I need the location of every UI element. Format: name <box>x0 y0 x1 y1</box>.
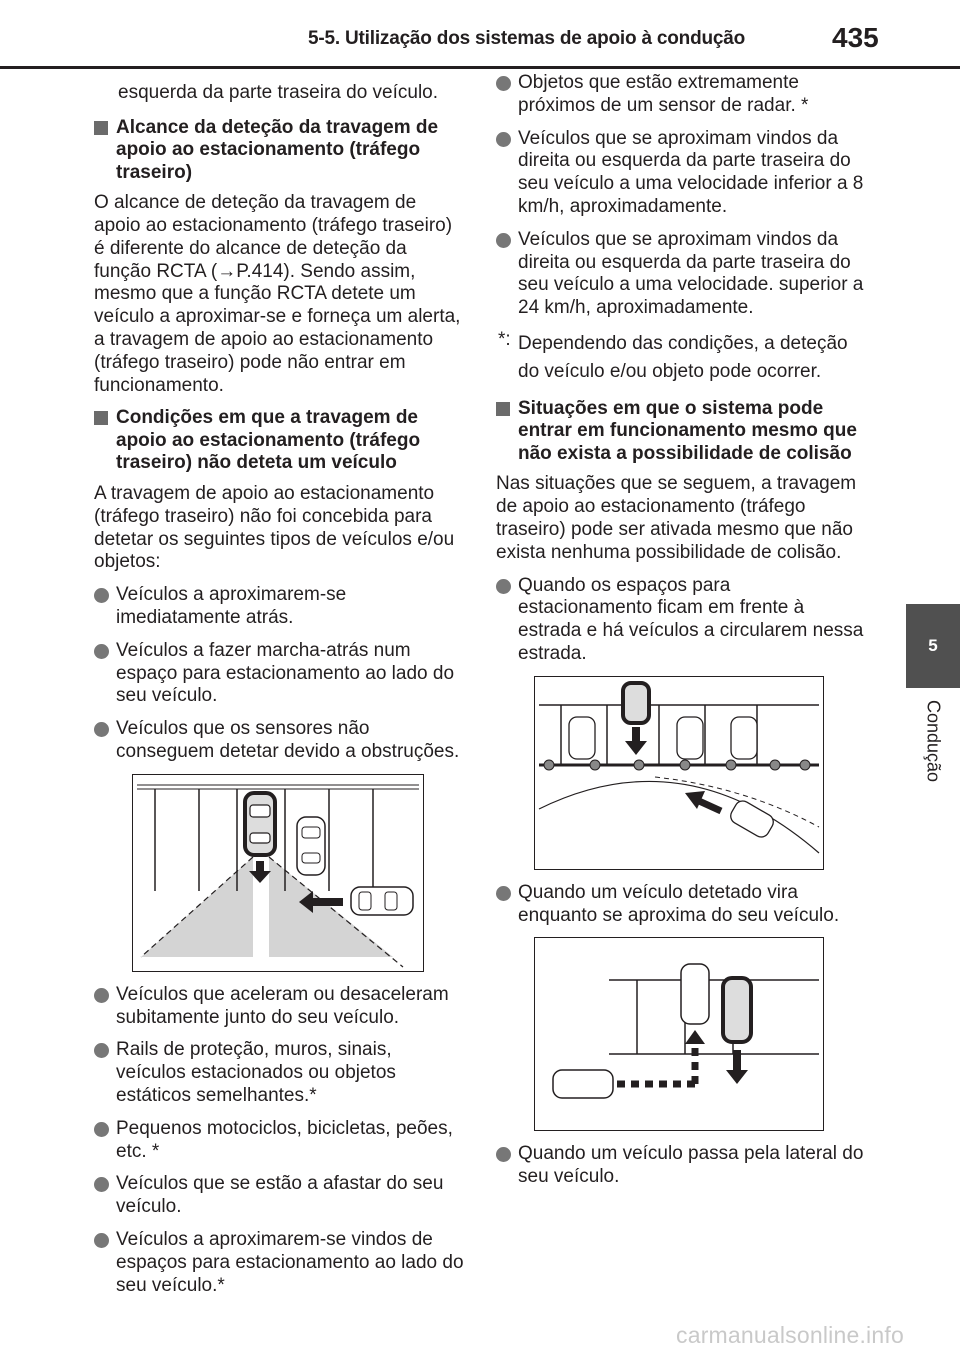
footnote-text: Dependendo das condições, a deteção do veículo e/ou objeto pode ocorrer. <box>518 332 848 382</box>
section-heading: Alcance da deteção da travagem de apoio ao estacionamento (tráfego traseiro) <box>94 117 466 185</box>
continued-text: esquerda da parte traseira do veículo. <box>118 82 439 103</box>
list-item: Veículos a fazer marcha-atrás num espaço para estacionamento ao lado do seu veículo. <box>94 640 466 708</box>
road-parking-illustration <box>534 676 824 870</box>
other-car-icon <box>681 964 709 1024</box>
footnote-mark: *: <box>498 328 511 350</box>
list-item: Veículos a aproximarem-se vindos de espaços para estacionamento ao lado do seu veículo.* <box>94 1229 466 1297</box>
bullet-dot-icon <box>94 722 109 737</box>
section-heading: Condições em que a travagem de apoio ao estacionamento (tráfego traseiro) não deteta um veículo <box>94 407 466 475</box>
paragraph: Nas situações que se seguem, a travagem de apoio ao estacionamento (tráfego traseiro) pode ser ativada mesmo que não exista nenhuma possibilidade de colisão. <box>496 473 857 563</box>
chapter-tab[interactable] <box>906 604 960 688</box>
bullet-dot-icon <box>496 1147 511 1162</box>
bullet-dot-icon <box>94 1177 109 1192</box>
left-column <box>94 72 466 1307</box>
obstruction-detection-illustration <box>132 774 424 972</box>
bullet-dot-icon <box>496 233 511 248</box>
bullet-dot-icon <box>496 76 511 91</box>
own-vehicle-icon <box>723 978 751 1042</box>
list-item: Veículos que os sensores não conseguem detetar devido a obstruções. <box>94 718 466 764</box>
watermark: carmanualsonline.info <box>676 1322 904 1348</box>
page-number: 435 <box>832 22 879 53</box>
bullet-dot-icon <box>94 644 109 659</box>
list-item: Quando um veículo detetado vira enquanto se aproxima do seu veículo. <box>496 882 868 928</box>
parked-car-icon <box>297 817 325 875</box>
own-vehicle-icon <box>245 793 275 855</box>
bullet-dot-icon <box>94 1233 109 1248</box>
arrow-up-left-icon <box>685 791 721 811</box>
list-item: Veículos que se estão a afastar do seu veículo. <box>94 1173 466 1219</box>
arrow-down-icon <box>625 727 647 755</box>
list-item: Quando os espaços para estacionamento ficam em frente à estrada e há veículos a circularem nessa estrada. <box>496 575 868 666</box>
list-item: Pequenos motociclos, bicicletas, peões, etc. * <box>94 1118 466 1164</box>
chapter-number: 5 <box>928 636 938 655</box>
bullet-dot-icon <box>94 588 109 603</box>
section-heading: Situações em que o sistema pode entrar em funcionamento mesmo que não exista a possibilidade de colisão <box>496 398 868 466</box>
bullet-dot-icon <box>94 988 109 1003</box>
arrow-dashed-path-icon <box>617 1030 705 1084</box>
list-item: Veículos que se aproximam vindos da direita ou esquerda da parte traseira do seu veículo a uma velocidade. superior a 24 km/h, aproximadamente. <box>496 229 868 320</box>
parked-car-icon <box>569 717 757 759</box>
chapter-label: Condução <box>923 700 944 783</box>
arrow-down-icon <box>726 1050 748 1084</box>
approaching-car-icon <box>553 1070 613 1098</box>
bullet-dot-icon <box>496 886 511 901</box>
list-item: Veículos que aceleram ou desaceleram subitamente junto do seu veículo. <box>94 984 466 1030</box>
section-title: 5-5. Utilização dos sistemas de apoio à condução <box>308 28 746 49</box>
list-item: Objetos que estão extremamente próximos de um sensor de radar. * <box>496 72 868 118</box>
list-item: Veículos a aproximarem-se imediatamente atrás. <box>94 584 466 630</box>
bullet-dot-icon <box>94 1122 109 1137</box>
list-item: Quando um veículo passa pela lateral do seu veículo. <box>496 1143 868 1189</box>
paragraph: A travagem de apoio ao estacionamento (tráfego traseiro) não foi concebida para detetar os seguintes tipos de veículos e/ou objetos: <box>94 482 455 573</box>
approaching-car-icon <box>351 887 413 915</box>
list-item: Veículos que se aproximam vindos da direita ou esquerda da parte traseira do seu veículo a uma velocidade inferior a 8 km/h, aproximadamente. <box>496 128 868 219</box>
bullet-dot-icon <box>496 579 511 594</box>
paragraph: O alcance de deteção da travagem de apoio ao estacionamento (tráfego traseiro) é diferente do alcance de deteção da função RCTA (→P.414). Sendo assim, mesmo que a função RCTA detete um veículo a aproximar-se e forneça um alerta, a travagem de apoio ao estacionamento (tráfego traseiro) pode não entrar em funcionamento. <box>94 192 461 396</box>
bullet-dot-icon <box>94 1043 109 1058</box>
turning-vehicle-illustration <box>534 937 824 1131</box>
footnote <box>496 330 868 386</box>
right-column <box>496 72 868 1199</box>
own-vehicle-icon <box>623 683 649 723</box>
bullet-dot-icon <box>496 132 511 147</box>
list-item: Rails de proteção, muros, sinais, veículos estacionados ou objetos estáticos semelhantes.* <box>94 1039 466 1107</box>
